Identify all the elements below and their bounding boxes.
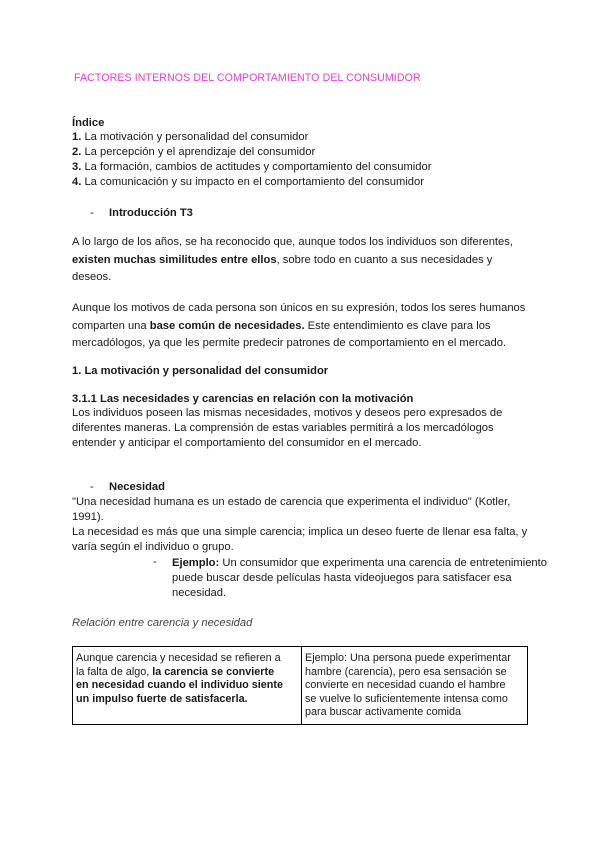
intro-heading: Introducción T3 <box>109 207 193 219</box>
para2-emphasis: base común de necesidades. <box>149 320 305 332</box>
document-title: FACTORES INTERNOS DEL COMPORTAMIENTO DEL CONSUMIDOR <box>74 72 421 84</box>
para1-line3: deseos. <box>72 271 112 283</box>
example-line1 <box>172 556 547 571</box>
example-line3: necesidad. <box>172 587 227 599</box>
subsection-line3: entender y anticipar el comportamiento del consumidor en el mercado. <box>72 437 422 449</box>
index-item-number: 3. <box>72 161 82 173</box>
index-item-text: La percepción y el aprendizaje del consumidor <box>81 146 316 158</box>
subsection-line2: diferentes maneras. La comprensión de estas variables permitirá a los mercadólogos <box>72 422 494 434</box>
para2-line2-rest: Este entendimiento es clave para los <box>304 320 491 332</box>
table-left-line4: un impulso fuerte de satisfacerla. <box>76 692 248 705</box>
table-left-emphasis: la carencia se convierte <box>152 665 275 678</box>
bullet-dash-icon: - <box>90 207 94 219</box>
table-right-line5: para buscar activamente comida <box>305 706 462 718</box>
example-line1-rest: Un consumidor que experimenta una carencia de entretenimiento <box>219 557 547 569</box>
index-item-text: La motivación y personalidad del consumidor <box>81 131 309 143</box>
necesidad-heading: Necesidad <box>109 481 165 493</box>
index-item-1 <box>72 131 308 143</box>
index-item-number: 2. <box>72 146 82 158</box>
necesidad-line3: La necesidad es más que una simple carencia; implica un deseo fuerte de llenar esa falta, y <box>72 526 528 538</box>
para1-emphasis: existen muchas similitudes entre ellos <box>72 254 277 266</box>
section1-heading: 1. La motivación y personalidad del consumidor <box>72 365 329 377</box>
index-item-3 <box>72 161 431 173</box>
table-right-line1: Ejemplo: Una persona puede experimentar <box>305 652 511 664</box>
relation-caption: Relación entre carencia y necesidad <box>72 617 253 629</box>
para2-line1: Aunque los motivos de cada persona son únicos en su expresión, todos los seres humanos <box>72 302 526 314</box>
para1-line2 <box>72 251 492 269</box>
para2-line2 <box>72 317 491 335</box>
para2-line3: mercadólogos, ya que les permite predecir patrones de comportamiento en el mercado. <box>72 337 507 349</box>
table-row <box>73 647 528 725</box>
necesidad-line1: "Una necesidad humana es un estado de carencia que experimenta el individuo" (Kotler, <box>72 496 511 508</box>
index-item-number: 1. <box>72 131 82 143</box>
necesidad-line4: varía según el individuo o grupo. <box>72 541 234 553</box>
index-item-2 <box>72 146 315 158</box>
table-left-line3: en necesidad cuando el individuo siente <box>76 679 283 691</box>
para1-line1: A lo largo de los años, se ha reconocido que, aunque todos los individuos son diferentes, <box>72 236 513 248</box>
table-cell-right <box>302 647 528 725</box>
index-item-4 <box>72 176 424 188</box>
bullet-dash-icon: - <box>153 556 157 568</box>
example-label: Ejemplo: <box>172 557 220 569</box>
table-cell-left <box>73 647 302 725</box>
index-item-text: La formación, cambios de actitudes y comportamiento del consumidor <box>81 161 432 173</box>
table-right-line3: convierte en necesidad cuando el hambre <box>305 679 506 691</box>
necesidad-line2: 1991). <box>72 511 104 523</box>
table-left-line1: Aunque carencia y necesidad se refieren a <box>76 652 281 664</box>
index-heading: Índice <box>72 117 105 129</box>
index-item-text: La comunicación y su impacto en el comportamiento del consumidor <box>81 176 424 188</box>
para2-line2-pre: comparten una <box>72 320 150 332</box>
para1-line2-rest: , sobre todo en cuanto a sus necesidades y <box>276 254 493 266</box>
bullet-dash-icon: - <box>90 481 94 493</box>
table-right-line4: se vuelve lo suficientemente intensa como <box>305 692 508 705</box>
table-left-line2-pre: la falta de algo, <box>76 665 153 678</box>
subsection-heading: 3.1.1 Las necesidades y carencias en relación con la motivación <box>72 393 414 405</box>
table-left-line2 <box>76 666 298 680</box>
relation-table <box>72 646 528 725</box>
table-right-line2: hambre (carencia), pero esa sensación se <box>305 665 507 678</box>
index-item-number: 4. <box>72 176 82 188</box>
subsection-line1: Los individuos poseen las mismas necesidades, motivos y deseos pero expresados de <box>72 407 503 419</box>
example-line2: puede buscar desde películas hasta videojuegos para satisfacer esa <box>172 572 512 584</box>
